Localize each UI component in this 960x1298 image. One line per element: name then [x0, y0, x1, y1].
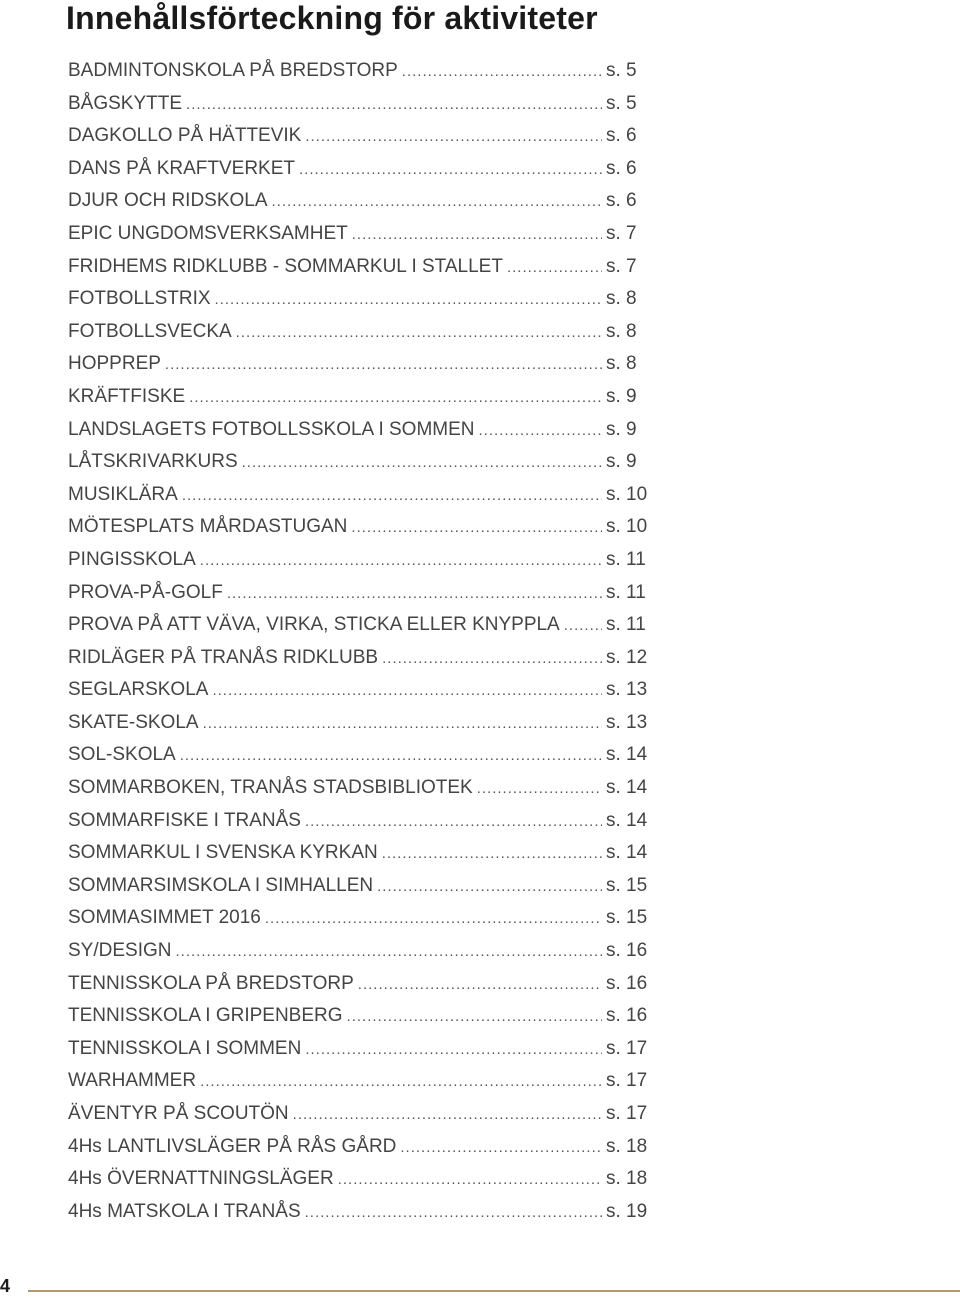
toc-entry: [68, 1201, 660, 1234]
toc-entry: [68, 1005, 660, 1038]
toc-leader-dots: [358, 976, 602, 993]
toc-entry: [68, 810, 660, 843]
toc-entry: [68, 1103, 660, 1136]
toc-entry-label: DAGKOLLO PÅ HÄTTEVIK: [68, 125, 302, 147]
toc-leader-dots: [265, 910, 602, 927]
toc-leader-dots: [299, 161, 602, 178]
table-of-contents: [68, 60, 660, 1233]
toc-entry: [68, 288, 660, 321]
toc-entry-page: s. 13: [606, 679, 648, 701]
toc-entry-label: FRIDHEMS RIDKLUBB - SOMMARKUL I STALLET: [68, 255, 503, 277]
toc-entry: [68, 744, 660, 777]
toc-entry-label: 4Hs MATSKOLA I TRANÅS: [68, 1200, 301, 1222]
toc-leader-dots: [305, 128, 602, 145]
toc-entry-label: EPIC UNGDOMSVERKSAMHET: [68, 222, 348, 244]
toc-leader-dots: [382, 845, 602, 862]
toc-entry-label: SOMMARBOKEN, TRANÅS STADSBIBLIOTEK: [68, 777, 473, 799]
toc-entry-page: s. 10: [606, 516, 648, 538]
toc-entry-page: s. 11: [606, 581, 646, 603]
toc-entry: [68, 93, 660, 126]
toc-entry-label: SKATE-SKOLA: [68, 711, 199, 733]
toc-leader-dots: [186, 96, 602, 113]
toc-entry-page: s. 14: [606, 809, 648, 831]
toc-entry: [68, 712, 660, 745]
toc-entry-label: 4Hs ÖVERNATTNINGSLÄGER: [68, 1168, 334, 1190]
toc-leader-dots: [236, 324, 602, 341]
toc-entry: [68, 777, 660, 810]
toc-entry-page: s. 17: [606, 1070, 648, 1092]
toc-entry-label: SEGLARSKOLA: [68, 679, 209, 701]
toc-entry: [68, 451, 660, 484]
toc-leader-dots: [200, 552, 602, 569]
toc-entry-label: SOL-SKOLA: [68, 744, 176, 766]
toc-entry: [68, 60, 660, 93]
toc-entry: [68, 516, 660, 549]
toc-entry-page: s. 6: [606, 157, 637, 179]
toc-entry-page: s. 16: [606, 940, 648, 962]
toc-entry-page: s. 14: [606, 842, 648, 864]
toc-leader-dots: [305, 813, 602, 830]
toc-entry-page: s. 15: [606, 907, 648, 929]
toc-leader-dots: [293, 1106, 602, 1123]
toc-leader-dots: [507, 259, 602, 276]
toc-entry-label: 4Hs LANTLIVSLÄGER PÅ RÅS GÅRD: [68, 1135, 397, 1157]
toc-entry-page: s. 18: [606, 1168, 648, 1190]
toc-entry-page: s. 10: [606, 483, 648, 505]
toc-leader-dots: [352, 226, 602, 243]
toc-leader-dots: [351, 519, 602, 536]
toc-entry: [68, 190, 660, 223]
toc-entry-label: HOPPREP: [68, 353, 161, 375]
toc-entry-label: TENNISSKOLA I SOMMEN: [68, 1037, 302, 1059]
toc-entry-page: s. 11: [606, 614, 646, 636]
toc-leader-dots: [338, 1171, 602, 1188]
toc-entry-page: s. 17: [606, 1103, 648, 1124]
toc-entry-page: s. 17: [606, 1037, 648, 1059]
page-number: 4: [0, 1276, 11, 1296]
toc-entry-label: PROVA-PÅ-GOLF: [68, 581, 223, 603]
toc-entry-page: s. 8: [606, 288, 637, 310]
toc-leader-dots: [305, 1204, 602, 1221]
toc-entry-label: FOTBOLLSVECKA: [68, 320, 232, 342]
toc-entry: [68, 223, 660, 256]
toc-entry-label: SOMMARKUL I SVENSKA KYRKAN: [68, 842, 378, 864]
toc-entry: [68, 125, 660, 158]
toc-entry-page: s. 14: [606, 777, 648, 799]
toc-entry: [68, 614, 660, 647]
toc-entry: [68, 647, 660, 680]
toc-leader-dots: [272, 193, 602, 210]
toc-entry: [68, 321, 660, 354]
toc-entry-label: MÖTESPLATS MÅRDASTUGAN: [68, 516, 348, 538]
toc-leader-dots: [400, 1139, 602, 1156]
toc-entry-label: SOMMASIMMET 2016: [68, 907, 261, 929]
toc-entry-page: s. 9: [606, 451, 637, 473]
toc-entry-page: s. 11: [606, 548, 646, 570]
toc-entry: [68, 1070, 660, 1103]
toc-entry: [68, 582, 660, 615]
toc-entry-label: LÅTSKRIVARKURS: [68, 451, 238, 473]
toc-entry: [68, 940, 660, 973]
toc-entry: [68, 158, 660, 191]
toc-entry-label: DJUR OCH RIDSKOLA: [68, 190, 268, 212]
footer-rule: [28, 1290, 960, 1292]
toc-entry-label: FOTBOLLSTRIX: [68, 288, 211, 310]
toc-entry: [68, 875, 660, 908]
toc-entry-page: s. 13: [606, 711, 648, 733]
toc-entry-label: MUSIKLÄRA: [68, 483, 178, 505]
toc-entry-label: BÅGSKYTTE: [68, 92, 183, 114]
toc-leader-dots: [175, 943, 602, 960]
toc-entry-label: LANDSLAGETS FOTBOLLSSKOLA I SOMMEN: [68, 418, 475, 440]
toc-entry-label: ÄVENTYR PÅ SCOUTÖN: [68, 1103, 289, 1124]
toc-entry-page: s. 9: [606, 385, 637, 407]
toc-entry-page: s. 16: [606, 1005, 648, 1027]
toc-entry: [68, 549, 660, 582]
toc-entry-label: SOMMARSIMSKOLA I SIMHALLEN: [68, 874, 374, 896]
toc-entry-label: SY/DESIGN: [68, 940, 172, 962]
toc-leader-dots: [242, 454, 602, 471]
toc-entry-page: s. 7: [606, 222, 637, 244]
toc-entry-label: PROVA PÅ ATT VÄVA, VIRKA, STICKA ELLER KNYPPLA: [68, 614, 560, 636]
toc-entry: [68, 256, 660, 289]
toc-leader-dots: [305, 1041, 602, 1058]
toc-entry-page: s. 12: [606, 646, 648, 668]
toc-entry-page: s. 16: [606, 972, 648, 994]
toc-entry-page: s. 6: [606, 125, 637, 147]
toc-leader-dots: [200, 1073, 602, 1090]
toc-entry-page: s. 5: [606, 92, 637, 114]
toc-entry: [68, 679, 660, 712]
toc-entry: [68, 484, 660, 517]
toc-entry-page: s. 8: [606, 353, 637, 375]
toc-entry-page: s. 14: [606, 744, 648, 766]
toc-entry-page: s. 18: [606, 1135, 648, 1157]
toc-entry-page: s. 15: [606, 874, 648, 896]
toc-leader-dots: [203, 715, 602, 732]
toc-entry-page: s. 7: [606, 255, 637, 277]
toc-leader-dots: [212, 682, 602, 699]
toc-entry-label: RIDLÄGER PÅ TRANÅS RIDKLUBB: [68, 646, 379, 668]
page-title: Innehållsförteckning för aktiviteter: [66, 0, 598, 36]
toc-entry: [68, 1038, 660, 1071]
toc-entry-label: TENNISSKOLA I GRIPENBERG: [68, 1005, 343, 1027]
toc-entry-page: s. 5: [606, 60, 637, 81]
toc-leader-dots: [564, 617, 602, 634]
toc-entry-label: WARHAMMER: [68, 1070, 197, 1092]
toc-leader-dots: [165, 356, 602, 373]
toc-entry-page: s. 6: [606, 190, 637, 212]
toc-leader-dots: [189, 389, 602, 406]
toc-leader-dots: [479, 422, 602, 439]
toc-entry-label: BADMINTONSKOLA PÅ BREDSTORP: [68, 60, 398, 81]
toc-entry-label: TENNISSKOLA PÅ BREDSTORP: [68, 972, 354, 994]
toc-entry: [68, 1168, 660, 1201]
toc-entry-label: SOMMARFISKE I TRANÅS: [68, 809, 301, 831]
toc-entry: [68, 973, 660, 1006]
toc-leader-dots: [215, 291, 602, 308]
toc-leader-dots: [477, 780, 602, 797]
toc-leader-dots: [227, 585, 602, 602]
toc-entry-page: s. 9: [606, 418, 637, 440]
toc-entry: [68, 842, 660, 875]
toc-leader-dots: [382, 650, 602, 667]
toc-leader-dots: [180, 747, 602, 764]
toc-entry: [68, 1136, 660, 1169]
toc-entry: [68, 386, 660, 419]
toc-entry-page: s. 8: [606, 320, 637, 342]
toc-entry: [68, 907, 660, 940]
toc-leader-dots: [347, 1008, 602, 1025]
toc-leader-dots: [377, 878, 602, 895]
toc-entry: [68, 353, 660, 386]
toc-entry-label: DANS PÅ KRAFTVERKET: [68, 157, 295, 179]
toc-entry-label: PINGISSKOLA: [68, 548, 196, 570]
toc-entry-page: s. 19: [606, 1200, 648, 1222]
toc-leader-dots: [182, 487, 602, 504]
toc-entry-label: KRÄFTFISKE: [68, 385, 186, 407]
toc-entry: [68, 419, 660, 452]
toc-leader-dots: [402, 63, 602, 80]
